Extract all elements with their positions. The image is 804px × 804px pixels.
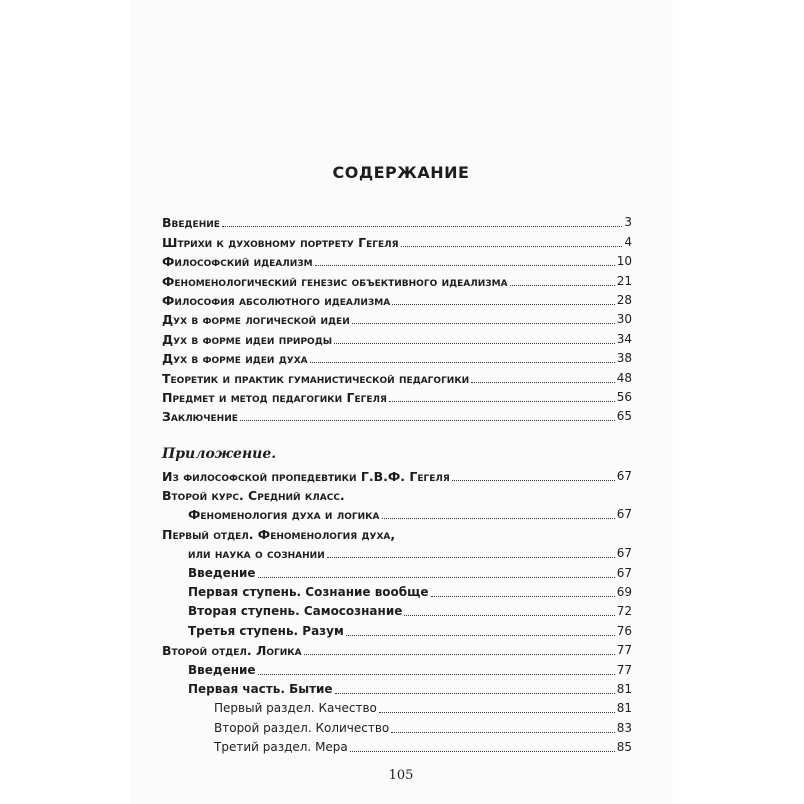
toc-entry-title: Философский идеализм — [162, 254, 313, 270]
toc-entry-title: Третий раздел. Мера — [214, 740, 348, 755]
toc-entry — [162, 386, 632, 405]
dot-leader — [327, 557, 615, 558]
toc-entry-title: Феноменологический генезис объективного идеализма — [162, 273, 508, 289]
toc-entry-page: 67 — [616, 546, 632, 561]
dot-leader — [510, 285, 615, 286]
toc-entry-title: Дух в форме идеи природы — [162, 331, 333, 347]
toc-entry — [162, 211, 632, 230]
toc-entry-page: 28 — [616, 292, 632, 307]
toc-entry-title: Феноменология духа и логика — [188, 507, 380, 523]
dot-leader — [335, 693, 615, 694]
dot-leader — [222, 226, 622, 227]
dot-leader — [240, 420, 615, 421]
dot-leader — [304, 654, 615, 655]
toc-entry-title: Второй раздел. Количество — [214, 720, 390, 735]
toc-entry-title: Первый раздел. Качество — [214, 701, 377, 716]
dot-leader — [404, 615, 614, 616]
toc-entry-page: 67 — [616, 565, 632, 580]
toc-entry — [162, 678, 632, 697]
toc-entry-title: Предмет и метод педагогики Гегеля — [162, 389, 387, 405]
dot-leader — [334, 343, 615, 344]
toc-entry-title: Первая ступень. Сознание вообще — [188, 585, 429, 600]
toc-entry-title: Введение — [188, 662, 256, 677]
toc-entry — [162, 464, 632, 483]
dot-leader — [315, 265, 615, 266]
toc-entry-page: 3 — [624, 215, 632, 230]
dot-leader — [389, 401, 615, 402]
dot-leader — [310, 362, 615, 363]
toc-entry-page: 77 — [616, 643, 632, 658]
appendix-title: Приложение. — [162, 446, 277, 463]
toc-entry-title: Введение — [162, 215, 220, 231]
toc-entry-page: 72 — [616, 604, 632, 619]
toc-entry — [162, 308, 632, 327]
toc-entry-page: 4 — [624, 234, 632, 249]
dot-leader — [382, 518, 615, 519]
dot-leader — [258, 674, 615, 675]
toc-entry-page: 56 — [616, 389, 632, 404]
dot-leader — [379, 712, 615, 713]
toc-entry — [162, 581, 632, 600]
toc-entry — [162, 289, 632, 308]
dot-leader — [401, 246, 623, 247]
toc-entry-title: или наука о сознании — [188, 546, 325, 562]
toc-entry — [162, 561, 632, 580]
toc-entry — [162, 600, 632, 619]
toc-entry — [162, 503, 632, 522]
toc-entry — [162, 716, 632, 735]
book-page — [130, 0, 672, 804]
toc-entry-title: Дух в форме логической идеи — [162, 312, 350, 328]
toc-entry-title: Введение — [188, 565, 256, 580]
toc-entry — [162, 542, 632, 561]
dot-leader — [346, 635, 615, 636]
toc-entry — [162, 484, 632, 503]
toc-entry-title: Первая часть. Бытие — [188, 681, 333, 696]
dot-leader — [258, 577, 615, 578]
toc-entry-page: 67 — [616, 507, 632, 522]
toc-entry-title: Теоретик и практик гуманистической педагогики — [162, 370, 470, 386]
toc-entry-title: Из философской пропедевтики Г.В.Ф. Гегеля — [162, 468, 450, 484]
dot-leader — [392, 304, 615, 305]
toc-entry — [162, 405, 632, 424]
toc-entry-title: Штрихи к духовному портрету Гегеля — [162, 234, 399, 250]
toc-entry — [162, 639, 632, 658]
dot-leader — [431, 596, 615, 597]
toc-entry-page: 30 — [616, 312, 632, 327]
toc-entry-page: 38 — [616, 351, 632, 366]
toc-entry — [162, 347, 632, 366]
toc-entry-title: Философия абсолютного идеализма — [162, 292, 391, 308]
toc-entry-page: 10 — [616, 254, 632, 269]
toc-entry — [162, 619, 632, 638]
toc-entry-page: 77 — [616, 662, 632, 677]
dot-leader — [471, 382, 614, 383]
toc-entry-page: 81 — [616, 681, 632, 696]
toc-entry-page: 81 — [616, 701, 632, 716]
dot-leader — [391, 732, 614, 733]
toc-entry-title: Второй отдел. Логика — [162, 643, 302, 659]
dot-leader — [452, 480, 615, 481]
dot-leader — [352, 323, 615, 324]
toc-entry-page: 83 — [616, 720, 632, 735]
toc-entry — [162, 697, 632, 716]
toc-entry-page: 69 — [616, 585, 632, 600]
toc-entry-title: Третья ступень. Разум — [188, 623, 344, 638]
toc-entry — [162, 230, 632, 249]
toc-entry-page: 48 — [616, 370, 632, 385]
toc-entry — [162, 250, 632, 269]
toc-entry-title: Заключение — [162, 409, 238, 425]
toc-entry — [162, 366, 632, 385]
toc-entry-title: Второй курс. Средний класс. — [162, 488, 345, 504]
table-of-contents — [162, 211, 632, 755]
toc-entry — [162, 269, 632, 288]
toc-entry-title: Дух в форме идеи духа — [162, 351, 308, 367]
toc-entry-title: Первый отдел. Феноменология духа, — [162, 526, 396, 542]
dot-leader — [350, 751, 615, 752]
toc-entry-page: 67 — [616, 468, 632, 483]
toc-entry-title: Вторая ступень. Самосознание — [188, 604, 403, 619]
toc-entry-page: 85 — [616, 740, 632, 755]
toc-entry-page: 34 — [616, 331, 632, 346]
toc-entry-page: 76 — [616, 623, 632, 638]
page-number: 105 — [388, 768, 414, 783]
section-spacer — [162, 424, 632, 444]
toc-entry-page: 65 — [616, 409, 632, 424]
contents-heading: СОДЕРЖАНИЕ — [332, 163, 470, 182]
toc-entry-page: 21 — [616, 273, 632, 288]
toc-entry — [162, 522, 632, 541]
toc-entry — [162, 658, 632, 677]
toc-entry — [162, 327, 632, 346]
toc-entry — [162, 736, 632, 755]
